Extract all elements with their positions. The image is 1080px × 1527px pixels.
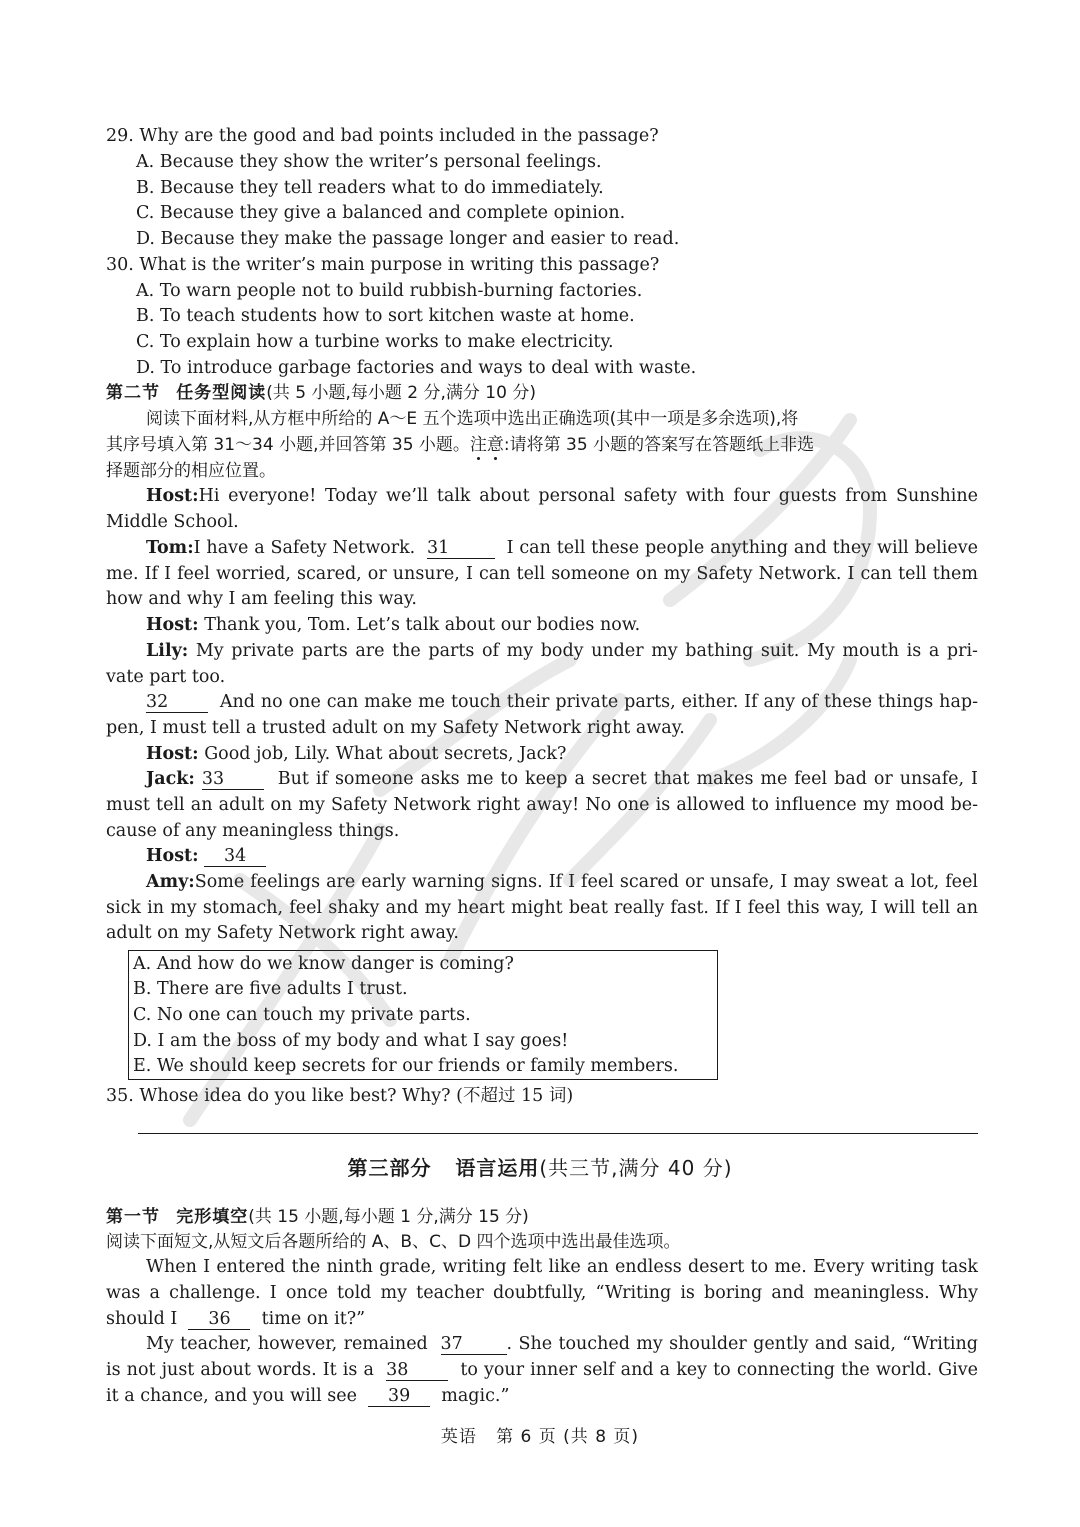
footer-subject: 英语	[440, 1427, 477, 1447]
instr-text: 其序号填入第 31～34 小题,并回答第 35 小题。	[106, 435, 470, 455]
dialogue-text: My private parts are the parts of my body under my bathing suit. My mouth is a pri-	[195, 641, 978, 661]
box-option-b: B. There are five adults I trust.	[133, 979, 408, 999]
cloze-line-5	[106, 1357, 978, 1383]
blank-37: 37	[441, 1332, 507, 1355]
part3-label: 第三部分	[347, 1156, 432, 1180]
footer-total-pages: (共 8 页)	[563, 1427, 640, 1447]
dialogue-text: Hi everyone! Today we’ll talk about personal safety with four guests from Sunshine	[198, 486, 978, 506]
speaker-host: Host:	[146, 615, 199, 635]
host-line-2	[146, 612, 978, 638]
speaker-host: Host:	[146, 486, 199, 506]
tom-line-3: how and why I am feeling this way.	[106, 589, 417, 609]
q30-option-c: C. To explain how a turbine works to make electricity.	[136, 332, 614, 352]
cloze-text: to your inner self and a key to connecting the world. Give	[460, 1360, 978, 1380]
section2-label: 第二节	[106, 383, 160, 403]
emphasis-char: 意	[486, 435, 504, 455]
part3-subtitle: 语言运用	[455, 1156, 540, 1180]
q29-option-a: A. Because they show the writer’s personal feelings.	[136, 152, 602, 172]
box-option-e: E. We should keep secrets for our friends or family members.	[133, 1056, 679, 1076]
speaker-lily: Lily:	[146, 641, 189, 661]
host-line-1	[146, 483, 978, 509]
instr-text: :请将第 35 小题的答案写在答题纸上非选	[503, 435, 815, 455]
cloze-line-6	[106, 1383, 978, 1409]
section3-1-label: 第一节	[106, 1207, 160, 1227]
blank-34: 34	[204, 844, 266, 867]
q29-option-c: C. Because they give a balanced and complete opinion.	[136, 203, 626, 223]
box-option-a: A. And how do we know danger is coming?	[133, 954, 514, 974]
section3-1-heading	[106, 1204, 978, 1230]
blank-39: 39	[368, 1384, 430, 1407]
section3-1-meta: (共 15 小题,每小题 1 分,满分 15 分)	[248, 1207, 529, 1227]
blank-38: 38	[386, 1358, 448, 1381]
amy-line-2: sick in my stomach, feel shaky and my heart might beat really fast. If I feel this way, I will tell an	[106, 898, 978, 918]
blank-33: 33	[202, 767, 264, 790]
section2-instruction-3: 择题部分的相应位置。	[106, 461, 276, 481]
jack-line-3: cause of any meaningless things.	[106, 821, 400, 841]
lily-line-2: vate part too.	[106, 667, 226, 687]
dialogue-text: I have a Safety Network.	[193, 538, 416, 558]
tom-line-2: me. If I feel worried, scared, or unsure, I can tell someone on my Safety Network. I can tell them	[106, 564, 978, 584]
speaker-host: Host:	[146, 846, 199, 866]
speaker-tom: Tom:	[146, 538, 194, 558]
page-footer	[0, 1422, 1080, 1447]
cloze-line-4	[146, 1331, 978, 1357]
speaker-amy: Amy:	[146, 872, 195, 892]
cloze-text: is not just about words. It is a	[106, 1360, 374, 1380]
blank-32: 32	[146, 690, 208, 713]
cloze-text: . She touched my shoulder gently and said, “Writing	[506, 1334, 978, 1354]
dialogue-text: Good job, Lily. What about secrets, Jack?	[204, 744, 567, 764]
host-line-4	[146, 843, 978, 869]
dialogue-text: Some feelings are early warning signs. If I feel scared or unsafe, I may sweat a lot, feel	[194, 872, 978, 892]
blank-36: 36	[188, 1307, 250, 1330]
dialogue-text: But if someone asks me to keep a secret that makes me feel bad or unsafe, I	[277, 769, 978, 789]
q30-option-d: D. To introduce garbage factories and ways to deal with waste.	[136, 358, 697, 378]
section2-title: 任务型阅读	[176, 383, 267, 403]
q29-stem: 29. Why are the good and bad points included in the passage?	[106, 126, 659, 146]
jack-line-2: must tell an adult on my Safety Network right away! No one is allowed to influence my mood be-	[106, 795, 978, 815]
options-box	[128, 950, 718, 1080]
section2-instruction-2	[106, 432, 978, 458]
emphasis-char: 注	[469, 435, 487, 455]
host-line-3	[146, 741, 978, 767]
section2-heading	[106, 380, 978, 406]
dialogue-text: I can tell these people anything and they will believe	[506, 538, 978, 558]
box-option-d: D. I am the boss of my body and what I say goes!	[133, 1031, 569, 1051]
speaker-jack: Jack:	[146, 769, 195, 789]
cloze-line-3	[106, 1306, 978, 1332]
cloze-line-1: When I entered the ninth grade, writing felt like an endless desert to me. Every writing task	[146, 1257, 978, 1277]
section3-1-instruction: 阅读下面短文,从短文后各题所给的 A、B、C、D 四个选项中选出最佳选项。	[106, 1232, 681, 1252]
cloze-text: should I	[106, 1309, 178, 1329]
tom-line-1	[146, 535, 978, 561]
cloze-text: it a chance, and you will see	[106, 1386, 357, 1406]
cloze-text: My teacher, however, remained	[146, 1334, 428, 1354]
cloze-text: time on it?”	[261, 1309, 366, 1329]
section-divider	[138, 1133, 978, 1134]
lily-line-1	[146, 638, 978, 664]
section3-1-title: 完形填空	[176, 1207, 249, 1227]
footer-page-number: 第 6 页	[496, 1427, 557, 1447]
cloze-line-2: was a challenge. I once told my teacher doubtfully, “Writing is boring and meaningless. Why	[106, 1283, 978, 1303]
q29-option-d: D. Because they make the passage longer and easier to read.	[136, 229, 680, 249]
q30-option-b: B. To teach students how to sort kitchen waste at home.	[136, 306, 635, 326]
amy-line-1	[146, 869, 978, 895]
dialogue-text: Thank you, Tom. Let’s talk about our bodies now.	[204, 615, 641, 635]
section2-instruction-1: 阅读下面材料,从方框中所给的 A～E 五个选项中选出正确选项(其中一项是多余选项),将	[146, 409, 799, 429]
blank-31: 31	[427, 536, 495, 559]
part3-meta: (共三节,满分 40 分)	[539, 1156, 733, 1180]
q30-stem: 30. What is the writer’s main purpose in writing this passage?	[106, 255, 660, 275]
amy-line-3: adult on my Safety Network right away.	[106, 923, 459, 943]
jack-line-1	[146, 766, 978, 792]
box-option-c: C. No one can touch my private parts.	[133, 1005, 471, 1025]
lily-line-4: pen, I must tell a trusted adult on my Safety Network right away.	[106, 718, 685, 738]
cloze-text: magic.”	[441, 1386, 510, 1406]
host-line-1b: Middle School.	[106, 512, 239, 532]
lily-line-3	[146, 689, 978, 715]
q30-option-a: A. To warn people not to build rubbish-burning factories.	[136, 281, 643, 301]
part3-title	[0, 1152, 1080, 1181]
speaker-host: Host:	[146, 744, 199, 764]
section2-meta: (共 5 小题,每小题 2 分,满分 10 分)	[266, 383, 536, 403]
q29-option-b: B. Because they tell readers what to do immediately.	[136, 178, 604, 198]
dialogue-text: And no one can make me touch their private parts, either. If any of these things hap-	[219, 692, 978, 712]
q35-stem: 35. Whose idea do you like best? Why? (不超过 15 词)	[106, 1086, 574, 1106]
